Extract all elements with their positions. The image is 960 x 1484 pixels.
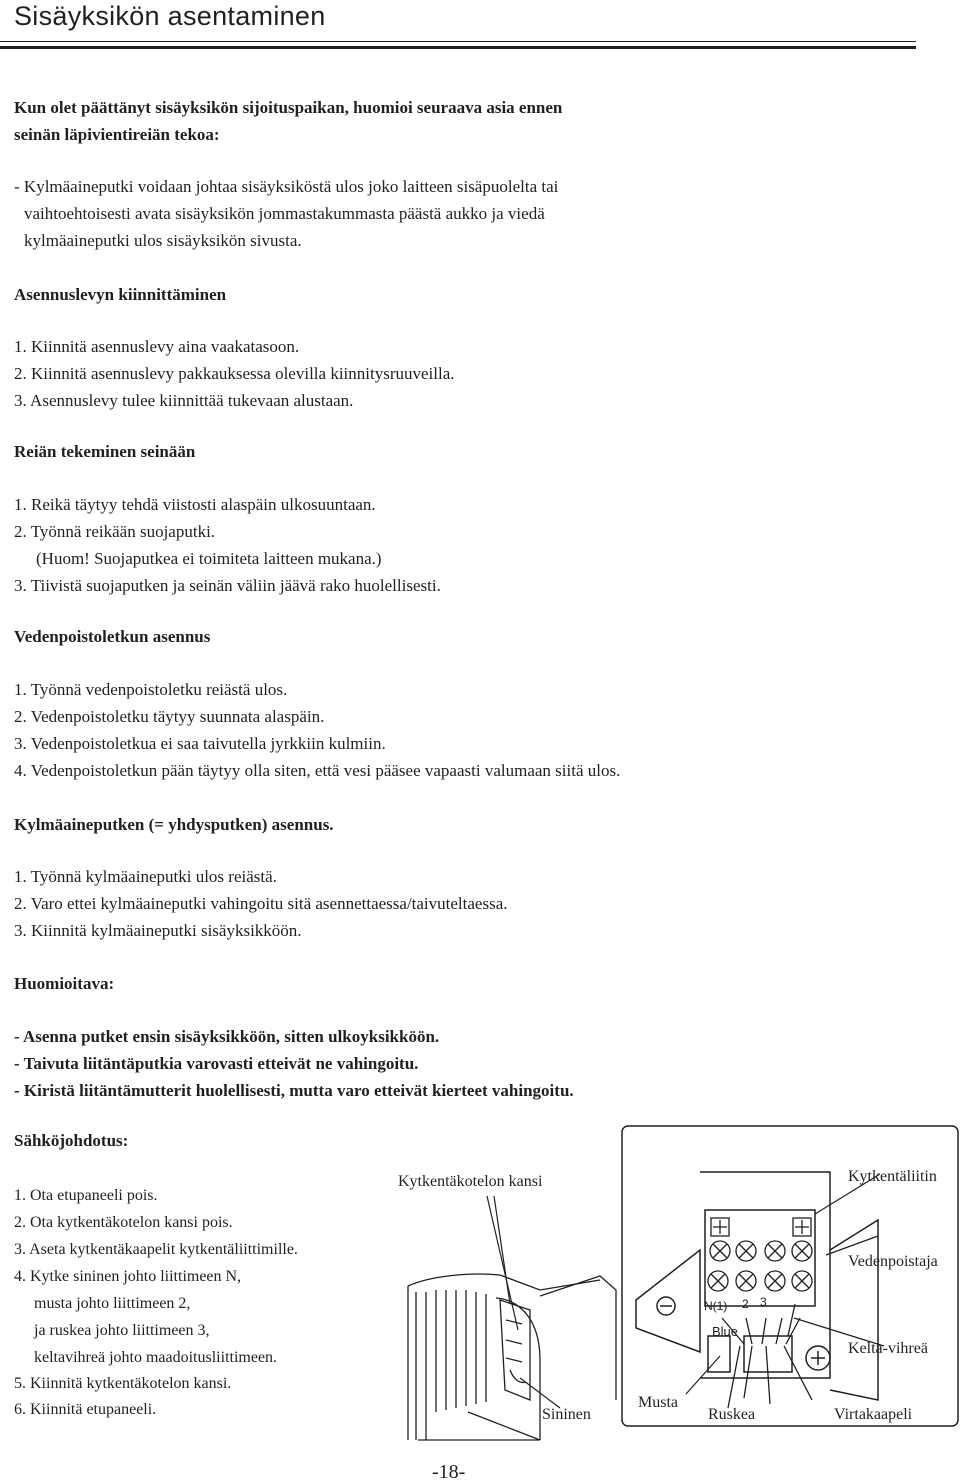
label-terminal: Kytkentäliitin [848,1168,937,1185]
list-item: 3. Kiinnitä kylmäaineputki sisäyksikköön. [14,921,302,940]
wiring-heading: Sähköjohdotus: [14,1131,129,1150]
terminal-screws [708,1218,812,1291]
section-heading-kylmaaine: Kylmäaineputken (= yhdysputken) asennus. [14,815,334,834]
wiring-step: 3. Aseta kytkentäkaapelit kytkentäliittimille. [14,1241,298,1258]
wiring-step: 5. Kiinnitä kytkentäkotelon kansi. [14,1375,232,1392]
notice-item: - Asenna putket ensin sisäyksikköön, sitten ulkoyksikköön. [14,1027,440,1046]
wiring-step: ja ruskea johto liittimeen 3, [34,1322,210,1339]
blue-leader-line [520,1378,560,1408]
page-title: Sisäyksikön asentaminen [14,1,326,31]
title-rule-thin [0,41,916,42]
section-heading-vedenpoisto: Vedenpoistoletkun asennus [14,627,211,646]
section-heading-reika: Reiän tekeminen seinään [14,442,196,461]
wiring-step: keltavihreä johto maadoitusliittimeen. [34,1349,278,1366]
label-yellow-green: Kelta-vihreä [848,1340,928,1357]
wiring-step: 6. Kiinnitä etupaneeli. [14,1401,157,1418]
list-item: 1. Työnnä kylmäaineputki ulos reiästä. [14,867,277,886]
label-leader-lines [686,1174,884,1394]
wire-blue-label: Blue [712,1324,739,1339]
list-item: 3. Vedenpoistoletkua ei saa taivutella jyrkkiin kulmiin. [14,734,386,753]
label-blue: Sininen [542,1406,591,1423]
label-brown: Ruskea [708,1406,756,1423]
list-item: 4. Vedenpoistoletkun pään täytyy olla siten, että vesi pääsee vapaasti valumaan siitä ulos. [14,761,621,780]
terminal-2-label: 2 [742,1297,749,1311]
terminal-n-label: N(1) [704,1299,728,1313]
section-heading-asennuslevy: Asennuslevyn kiinnittäminen [14,285,227,304]
label-black: Musta [638,1394,678,1411]
wiring-step: musta johto liittimeen 2, [34,1295,191,1312]
list-item: 3. Asennuslevy tulee kiinnittää tukevaan alustaan. [14,391,354,410]
list-item: (Huom! Suojaputkea ei toimiteta laitteen mukana.) [36,549,382,568]
intro-heading-line-1: Kun olet päättänyt sisäyksikön sijoituspaikan, huomioi seuraava asia ennen [14,98,563,117]
notice-item: - Taivuta liitäntäputkia varovasti etteivät ne vahingoitu. [14,1054,419,1073]
label-cable: Virtakaapeli [834,1406,913,1423]
wiring-step: 4. Kytke sininen johto liittimeen N, [14,1268,242,1285]
intro-bullet-line-3: kylmäaineputki ulos sisäyksikön sivusta. [24,231,302,250]
list-item: 1. Kiinnitä asennuslevy aina vaakatasoon. [14,337,300,356]
title-rule-thick [0,46,916,49]
wires [722,1304,812,1408]
wiring-step: 1. Ota etupaneeli pois. [14,1187,158,1204]
notice-heading: Huomioitava: [14,974,115,993]
list-item: 2. Työnnä reikään suojaputki. [14,522,216,541]
notice-item: - Kiristä liitäntämutterit huolellisesti, mutta varo etteivät kierteet vahingoitu. [14,1081,574,1100]
wiring-step: 2. Ota kytkentäkotelon kansi pois. [14,1214,233,1231]
list-item: 3. Tiivistä suojaputken ja seinän väliin jäävä rako huolellisesti. [14,576,441,595]
intro-bullet-line-2: vaihtoehtoisesti avata sisäyksikön jommastakummasta päästä aukko ja viedä [24,204,545,223]
label-drain: Vedenpoistaja [848,1253,938,1270]
list-item: 1. Reikä täytyy tehdä viistosti alaspäin ulkosuuntaan. [14,495,376,514]
cover-leader-lines [487,1196,518,1330]
list-item: 2. Kiinnitä asennuslevy pakkauksessa olevilla kiinnitysruuveilla. [14,364,455,383]
list-item: 2. Varo ettei kylmäaineputki vahingoitu sitä asennettaessa/taivuteltaessa. [14,894,508,913]
page-number: -18- [432,1461,466,1483]
intro-bullet-line-1: - Kylmäaineputki voidaan johtaa sisäyksiköstä ulos joko laitteen sisäpuolelta tai [14,177,559,196]
label-cover: Kytkentäkotelon kansi [398,1173,543,1190]
intro-heading-line-2: seinän läpivientireiän tekoa: [14,125,220,144]
list-item: 1. Työnnä vedenpoistoletku reiästä ulos. [14,680,288,699]
terminal-3-label: 3 [760,1295,767,1309]
list-item: 2. Vedenpoistoletku täytyy suunnata alaspäin. [14,707,325,726]
